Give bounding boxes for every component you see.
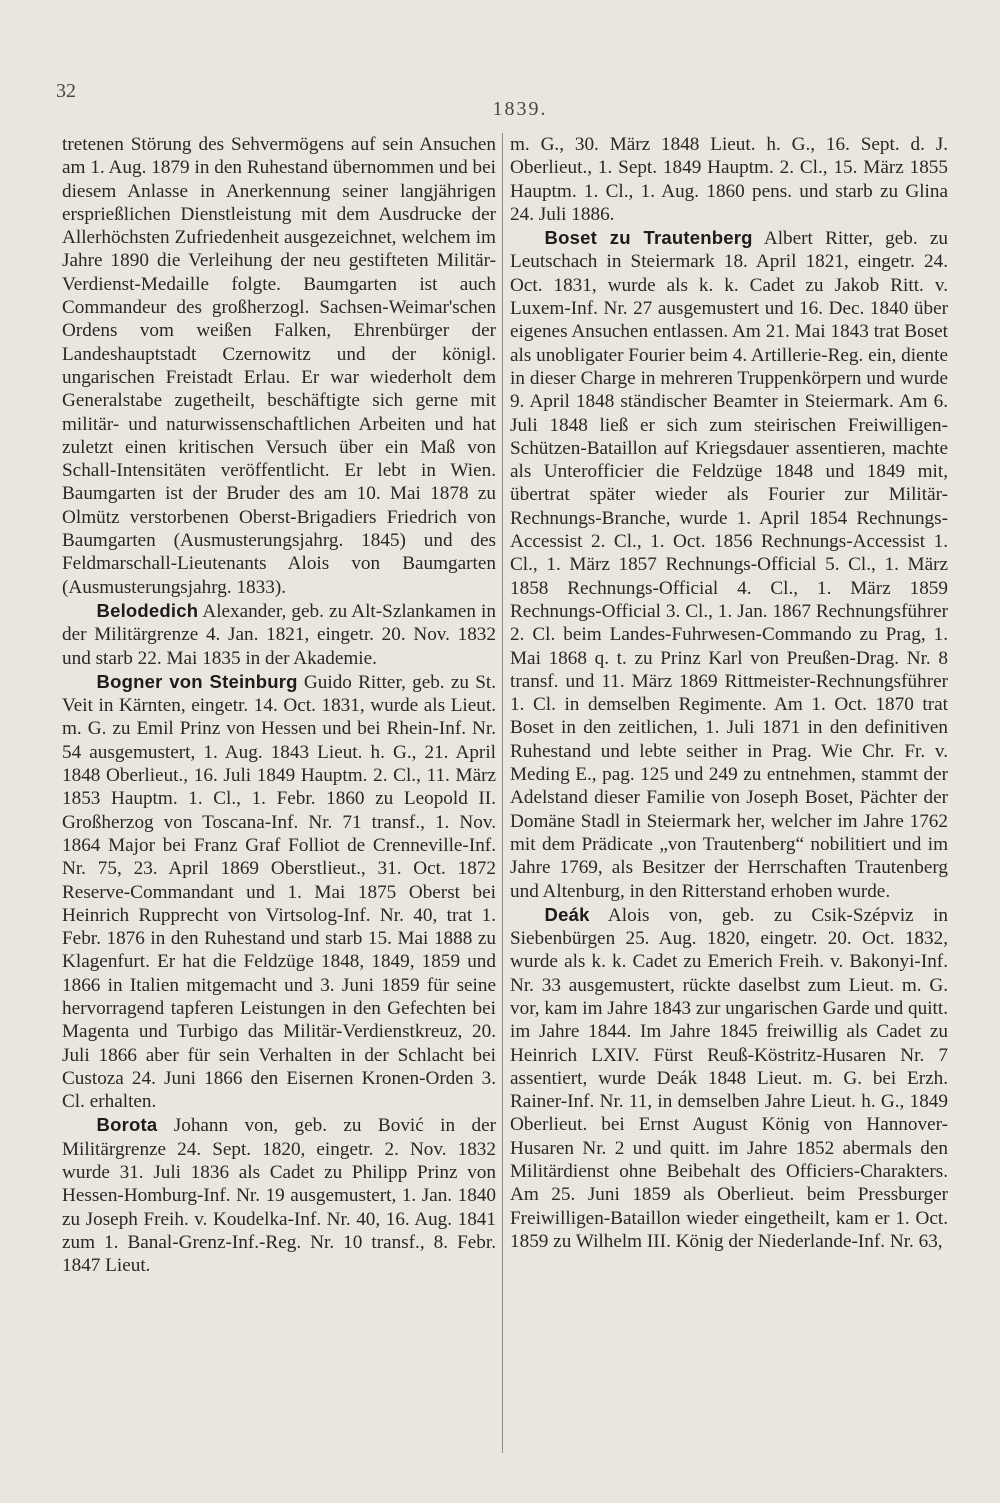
continuation-paragraph: m. G., 30. März 1848 Lieut. h. G., 16. Sept. d. J. Oberlieut., 1. Sept. 1849 Hauptm. 2. Cl., 15. März 1855 Hauptm. 1. Cl., 1. Aug. 1860 pens. und starb zu Glina 24. Juli 1886. bbox=[510, 134, 948, 225]
entry-text: Johann von, geb. zu Bović in der Militärgrenze 24. Sept. 1820, eingetr. 2. Nov. 1832 wurde 31. Juli 1836 als Cadet zu Philipp Prinz von Hessen-Homburg-Inf. Nr. 19 ausgemustert, 1. Jan. 1840 zu Joseph Freih. v. Koudelka-Inf. Nr. 40, 16. Aug. 1841 zum 1. Banal-Grenz-Inf.-Reg. Nr. 10 transf., 8. Febr. 1847 Lieut. bbox=[62, 1115, 496, 1277]
left-column bbox=[62, 133, 496, 1463]
continuation-paragraph: tretenen Störung des Sehvermögens auf sein Ansuchen am 1. Aug. 1879 in den Ruhestand übernommen und bei diesem Anlasse in Anerkennung seiner langjährigen ersprießlichen Dienstleistung mit dem Ausdrucke der Allerhöchsten Zufriedenheit ausgezeichnet, welchem im Jahre 1890 die Verleihung der neu gestifteten Militär-Verdienst-Medaille folgte. Baumgarten ist auch Commandeur des großherzogl. Sachsen-Weimar'schen Ordens vom weißen Falken, Ehrenbürger der Landeshauptstadt Czernowitz und der königl. ungarischen Freistadt Erlau. Er war wiederholt dem Generalstabe zugetheilt, beschäftigte sich gerne mit militär- und naturwissenschaftlichen Arbeiten und hat zuletzt einen kritischen Versuch über ein Maß von Schall-Intensitäten veröffentlicht. Er lebt in Wien. Baumgarten ist der Bruder des am 10. Mai 1878 zu Olmütz verstorbenen Oberst-Brigadiers Friedrich von Baumgarten (Ausmusterungsjahrg. 1845) und des Feldmarschall-Lieutenants Alois von Baumgarten (Ausmusterungsjahrg. 1833). bbox=[62, 134, 496, 598]
entry-name: Deák bbox=[544, 903, 590, 925]
entry-text: Alexander, geb. zu Alt-Szlankamen in der Militärgrenze 4. Jan. 1821, eingetr. 20. Nov. 1832 und starb 22. Mai 1835 in der Akademie. bbox=[62, 600, 496, 669]
entry-name: Boset zu Trautenberg bbox=[544, 227, 753, 249]
right-column bbox=[510, 133, 948, 1463]
page-number: 32 bbox=[56, 80, 76, 102]
entry-boset-zu-trautenberg bbox=[510, 226, 948, 903]
entry-belodedich bbox=[62, 599, 496, 670]
entry-bogner-von-steinburg bbox=[62, 670, 496, 1114]
entry-name: Belodedich bbox=[96, 599, 199, 621]
entry-text: Guido Ritter, geb. zu St. Veit in Kärnten, eingetr. 14. Oct. 1831, wurde als Lieut. m. G. zu Emil Prinz von Hessen und bei Rhein-Inf. Nr. 54 ausgemustert, 1. Aug. 1843 Lieut. h. G., 21. April 1848 Oberlieut., 16. Juli 1849 Hauptm. 2. Cl., 11. März 1853 Hauptm. 1. Cl., 1. Febr. 1860 zu Leopold II. Großherzog von Toscana-Inf. Nr. 71 transf., 1. Nov. 1864 Major bei Franz Graf Folliot de Crenneville-Inf. Nr. 75, 23. April 1869 Oberstlieut., 31. Oct. 1872 Reserve-Commandant und 1. Mai 1875 Oberst bei Heinrich Rupprecht von Virtsolog-Inf. Nr. 40, trat 1. Febr. 1876 in den Ruhestand und starb 15. Mai 1888 zu Klagenfurt. Er hat die Feldzüge 1848, 1849, 1859 und 1866 in Italien mitgemacht und 3. Juni 1859 für seine hervorragend tapferen Leistungen in den Gefechten bei Magenta und Turbigo das Militär-Verdienstkreuz, 20. Juli 1866 aber für sein Verhalten in der Schlacht bei Custoza 24. Juni 1866 den Eisernen Kronen-Orden 3. Cl. erhalten. bbox=[62, 671, 496, 1113]
entry-name: Bogner von Steinburg bbox=[96, 670, 298, 692]
entry-name: Borota bbox=[96, 1114, 158, 1136]
entry-borota bbox=[62, 1113, 496, 1277]
entry-text: Albert Ritter, geb. zu Leutschach in Steiermark 18. April 1821, eingetr. 24. Oct. 1831, wurde als k. k. Cadet zu Jakob Ritt. v. Luxem-Inf. Nr. 27 ausgemustert und 16. Dec. 1840 über eigenes Ansuchen entlassen. Am 21. Mai 1843 trat Boset als unobligater Fourier beim 4. Artillerie-Reg. ein, diente in dieser Charge in mehreren Truppenkörpern und wurde 9. April 1848 ständischer Beamter in Steiermark. Am 6. Juli 1848 ließ er sich zum steirischen Freiwilligen-Schützen-Bataillon auf Kriegsdauer assentieren, machte als Unterofficier die Feldzüge 1848 und 1849 mit, übertrat später wieder als Fourier zur Militär-Rechnungs-Branche, wurde 1. April 1854 Rechnungs-Accessist 2. Cl., 1. Oct. 1856 Rechnungs-Accessist 1. Cl., 1. März 1857 Rechnungs-Official 5. Cl., 1. März 1858 Rechnungs-Official 4. Cl., 1. März 1859 Rechnungs-Official 3. Cl., 1. Jan. 1867 Rechnungsführer 2. Cl. beim Landes-Fuhrwesen-Commando zu Prag, 1. Mai 1868 q. t. zu Prinz Karl von Preußen-Drag. Nr. 8 transf. und 11. März 1869 Rittmeister-Rechnungsführer 1. Cl. in demselben Regimente. Am 1. Oct. 1870 trat Boset in den zeitlichen, 1. Juli 1871 in den definitiven Ruhestand und lebte seither in Prag. Wie Chr. Fr. v. Meding E., pag. 125 und 249 zu entnehmen, stammt der Adelstand dieser Familie von Joseph Boset, Pächter der Domäne Stadl in Steiermark her, welcher im Jahre 1762 mit dem Prädicate „von Trautenberg“ nobilitiert und im Jahre 1769, als Besitzer der Herrschaften Trautenberg und Altenburg, in den Ritterstand erhoben wurde. bbox=[510, 228, 948, 902]
entry-deak bbox=[510, 903, 948, 1253]
entry-text: Alois von, geb. zu Csik-Szépviz in Siebenbürgen 25. Aug. 1820, eingetr. 20. Oct. 1832, wurde als k. k. Cadet zu Emerich Freih. v. Bakonyi-Inf. Nr. 33 ausgemustert, rückte daselbst zum Lieut. m. G. vor, kam im Jahre 1843 zur ungarischen Garde und quitt. im Jahre 1844. Im Jahre 1845 freiwillig als Cadet zu Heinrich LXIV. Fürst Reuß-Köstritz-Husaren Nr. 7 assentiert, wurde Deák 1848 Lieut. m. G. bei Erzh. Rainer-Inf. Nr. 11, in demselben Jahre Lieut. h. G., 1849 Oberlieut. bei Ernst August König von Hannover-Husaren Nr. 2 und quitt. im Jahre 1852 abermals den Militärdienst ohne Beibehalt des Officiers-Charakters. Am 25. Juni 1859 als Oberlieut. beim Pressburger Freiwilligen-Bataillon wieder eingetheilt, kam er 1. Oct. 1859 zu Wilhelm III. König der Niederlande-Inf. Nr. 63, bbox=[510, 904, 948, 1252]
column-divider bbox=[502, 133, 503, 1453]
running-head-year: 1839. bbox=[492, 98, 548, 120]
